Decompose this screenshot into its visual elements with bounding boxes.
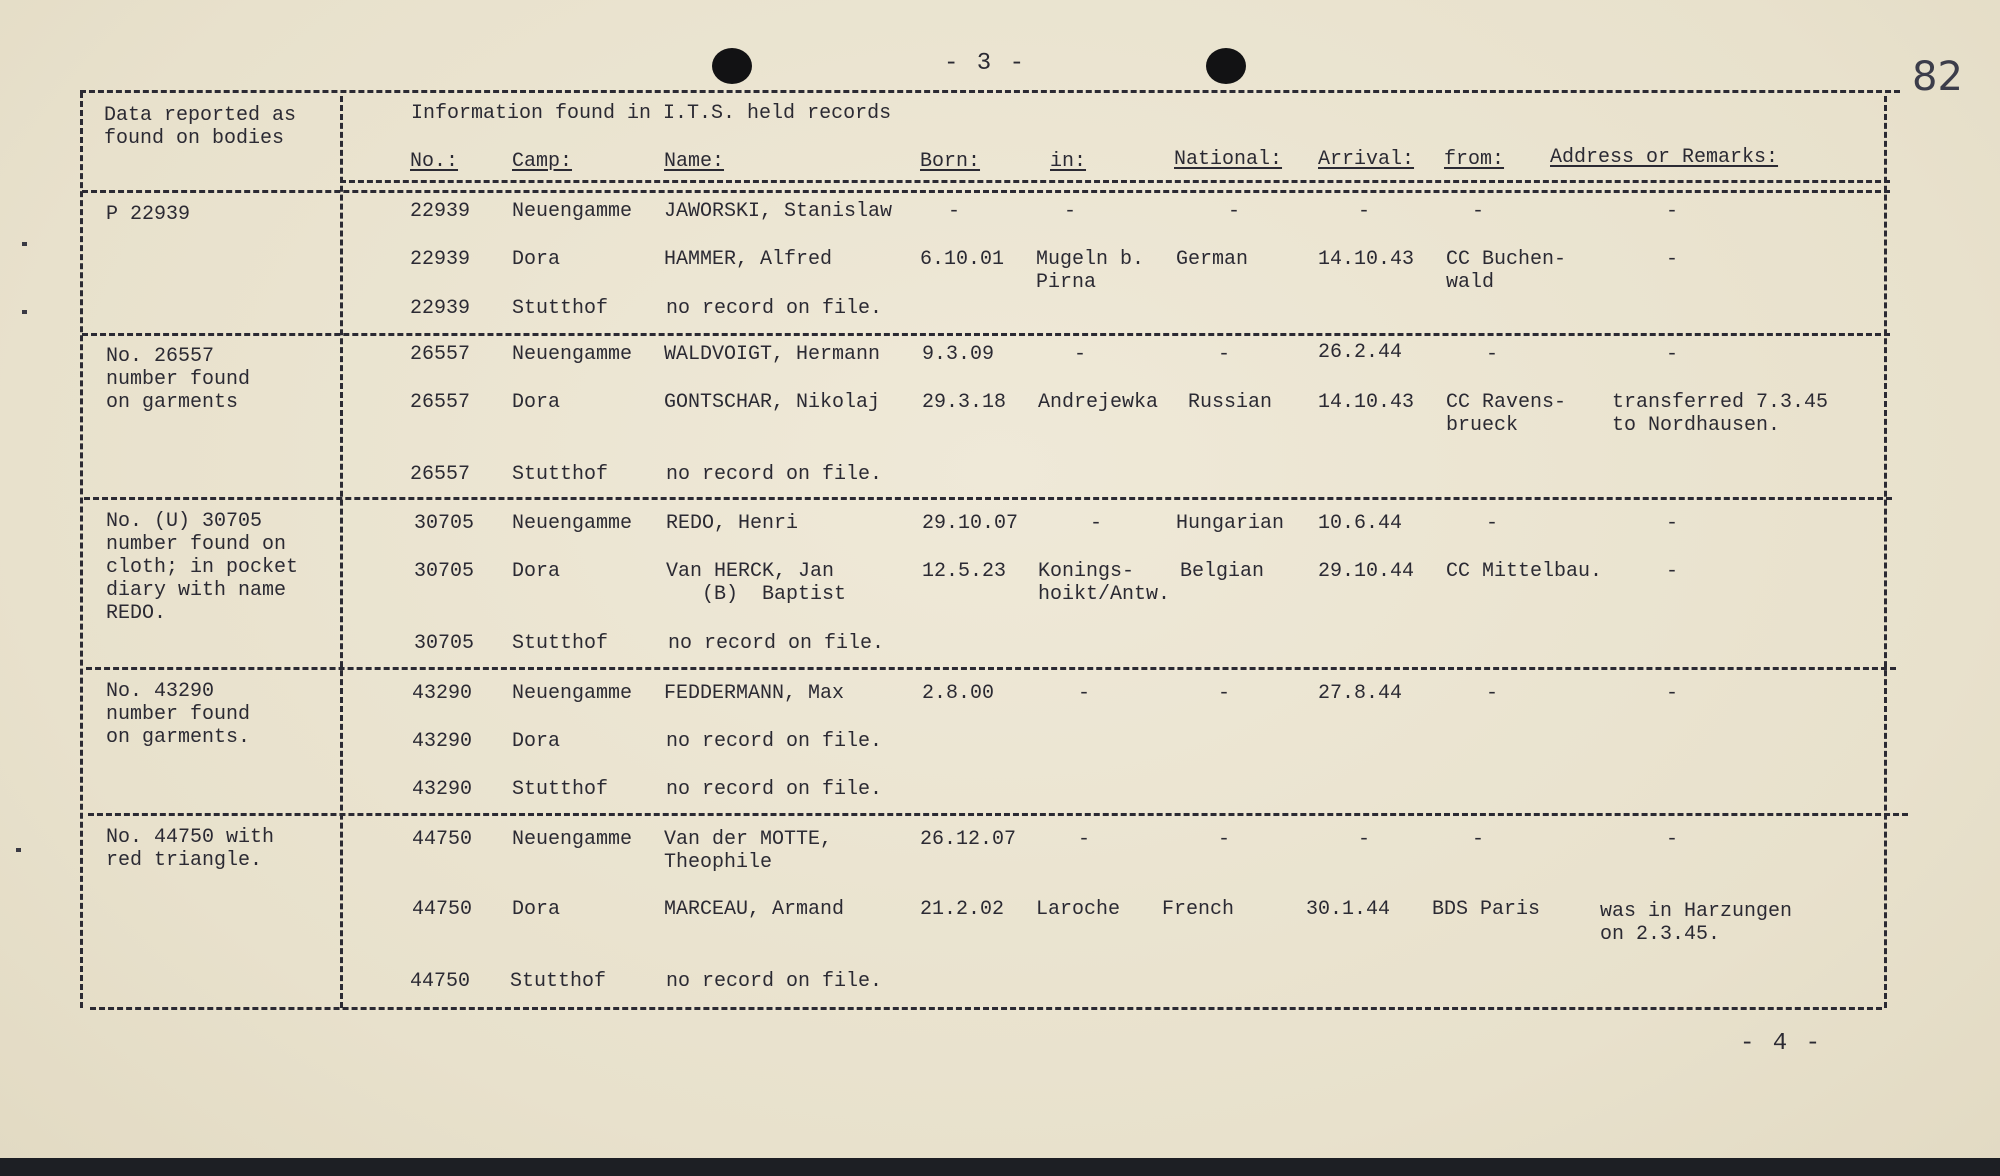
- row-in: Laroche: [1036, 898, 1121, 921]
- margin-mark: [16, 848, 21, 852]
- row-camp: Neuengamme: [512, 343, 633, 366]
- row-no: 43290: [412, 682, 473, 705]
- row-from: -: [1472, 828, 1485, 851]
- left-border-line: [80, 92, 83, 1008]
- row-from: -: [1472, 200, 1485, 223]
- row-national: -: [1218, 828, 1231, 851]
- group-label-4: No. 43290 number found on garments.: [106, 680, 251, 749]
- row-national: -: [1218, 343, 1231, 366]
- row-national: Hungarian: [1176, 512, 1285, 535]
- row-from: -: [1486, 343, 1499, 366]
- archive-number: 82: [1912, 54, 1963, 100]
- row-arrival: -: [1358, 828, 1371, 851]
- page-number-bottom: - 4 -: [1740, 1030, 1823, 1057]
- row-no: 30705: [414, 560, 475, 583]
- row-camp: Dora: [512, 898, 561, 921]
- header-info-title: Information found in I.T.S. held records: [411, 102, 892, 125]
- row-in: -: [1078, 828, 1091, 851]
- row-name: no record on file.: [666, 463, 883, 486]
- row-name: Van HERCK, Jan (B) Baptist: [666, 560, 847, 606]
- row-no: 43290: [412, 778, 473, 801]
- row-camp: Neuengamme: [512, 828, 633, 851]
- row-remarks: -: [1666, 248, 1679, 271]
- row-born: -: [948, 200, 961, 223]
- row-remarks: was in Harzungen on 2.3.45.: [1600, 900, 1793, 946]
- row-camp: Stutthof: [512, 632, 609, 655]
- col-header-camp: Camp:: [512, 150, 573, 173]
- row-from: CC Mittelbau.: [1446, 560, 1603, 583]
- row-arrival: 10.6.44: [1318, 512, 1403, 535]
- row-arrival: 26.2.44: [1318, 341, 1403, 364]
- row-no: 44750: [412, 898, 473, 921]
- group-divider-1: [82, 190, 1890, 193]
- right-border-line: [1884, 96, 1887, 1008]
- row-remarks: -: [1666, 682, 1679, 705]
- row-camp: Neuengamme: [512, 682, 633, 705]
- row-name: GONTSCHAR, Nikolaj: [664, 391, 881, 414]
- row-from: CC Ravens- brueck: [1446, 391, 1567, 437]
- row-remarks: -: [1666, 343, 1679, 366]
- row-arrival: 30.1.44: [1306, 898, 1391, 921]
- row-in: -: [1078, 682, 1091, 705]
- row-camp: Neuengamme: [512, 512, 633, 535]
- row-name: MARCEAU, Armand: [664, 898, 845, 921]
- group-label-2: No. 26557 number found on garments: [106, 345, 251, 414]
- row-remarks: -: [1666, 512, 1679, 535]
- row-no: 30705: [414, 632, 475, 655]
- row-born: 9.3.09: [922, 343, 995, 366]
- row-camp: Stutthof: [512, 463, 609, 486]
- row-name: Van der MOTTE, Theophile: [664, 828, 833, 874]
- row-arrival: 14.10.43: [1318, 391, 1415, 414]
- margin-mark: [22, 242, 27, 246]
- row-born: 12.5.23: [922, 560, 1007, 583]
- row-name: no record on file.: [666, 297, 883, 320]
- row-name: no record on file.: [666, 778, 883, 801]
- row-camp: Stutthof: [510, 970, 607, 993]
- row-no: 44750: [410, 970, 471, 993]
- row-born: 29.3.18: [922, 391, 1007, 414]
- row-national: Russian: [1188, 391, 1273, 414]
- column-divider: [340, 96, 343, 1008]
- row-no: 44750: [412, 828, 473, 851]
- row-born: 26.12.07: [920, 828, 1017, 851]
- row-from: BDS Paris: [1432, 898, 1541, 921]
- row-from: -: [1486, 512, 1499, 535]
- row-name: HAMMER, Alfred: [664, 248, 833, 271]
- row-in: -: [1064, 200, 1077, 223]
- row-remarks: transferred 7.3.45 to Nordhausen.: [1612, 391, 1829, 437]
- row-no: 22939: [410, 297, 471, 320]
- row-arrival: 27.8.44: [1318, 682, 1403, 705]
- row-remarks: -: [1666, 828, 1679, 851]
- col-header-name: Name:: [664, 150, 725, 173]
- row-no: 26557: [410, 343, 471, 366]
- row-remarks: -: [1666, 560, 1679, 583]
- row-name: JAWORSKI, Stanislaw: [664, 200, 893, 223]
- row-in: -: [1090, 512, 1103, 535]
- top-border-line: [80, 90, 1900, 93]
- group-divider-2: [82, 333, 1890, 336]
- col-header-remarks: Address or Remarks:: [1550, 146, 1779, 169]
- row-no: 22939: [410, 248, 471, 271]
- row-camp: Stutthof: [512, 297, 609, 320]
- row-camp: Dora: [512, 391, 561, 414]
- row-no: 22939: [410, 200, 471, 223]
- row-name: WALDVOIGT, Hermann: [664, 343, 881, 366]
- row-no: 43290: [412, 730, 473, 753]
- punch-hole-right: [1206, 48, 1246, 84]
- group-label-5: No. 44750 with red triangle.: [106, 826, 275, 872]
- bottom-border-line: [90, 1007, 1882, 1010]
- col-header-in: in:: [1050, 150, 1087, 173]
- row-in: Andrejewka: [1038, 391, 1159, 414]
- row-camp: Dora: [512, 560, 561, 583]
- row-camp: Dora: [512, 248, 561, 271]
- row-name: REDO, Henri: [666, 512, 799, 535]
- row-national: -: [1218, 682, 1231, 705]
- row-in: -: [1074, 343, 1087, 366]
- row-national: Belgian: [1180, 560, 1265, 583]
- row-no: 26557: [410, 463, 471, 486]
- row-no: 26557: [410, 391, 471, 414]
- group-label-1: P 22939: [106, 203, 191, 226]
- row-born: 2.8.00: [922, 682, 995, 705]
- row-arrival: 29.10.44: [1318, 560, 1415, 583]
- row-in: Mugeln b. Pirna: [1036, 248, 1145, 294]
- row-from: CC Buchen- wald: [1446, 248, 1567, 294]
- row-born: 21.2.02: [920, 898, 1005, 921]
- scan-bottom-edge: [0, 1158, 2000, 1176]
- header-rule: [340, 180, 1890, 183]
- row-remarks: -: [1666, 200, 1679, 223]
- row-national: German: [1176, 248, 1249, 271]
- row-national: -: [1228, 200, 1241, 223]
- header-left-label: Data reported as found on bodies: [104, 104, 297, 150]
- row-in: Konings- hoikt/Antw.: [1038, 560, 1171, 606]
- row-born: 6.10.01: [920, 248, 1005, 271]
- group-divider-4: [86, 667, 1896, 670]
- col-header-arrival: Arrival:: [1318, 148, 1415, 171]
- margin-mark: [22, 310, 27, 314]
- row-no: 30705: [414, 512, 475, 535]
- row-name: no record on file.: [666, 730, 883, 753]
- col-header-from: from:: [1444, 148, 1505, 171]
- col-header-born: Born:: [920, 150, 981, 173]
- group-label-3: No. (U) 30705 number found on cloth; in pocket diary with name REDO.: [106, 510, 299, 625]
- row-name: no record on file.: [668, 632, 885, 655]
- row-arrival: -: [1358, 200, 1371, 223]
- row-from: -: [1486, 682, 1499, 705]
- punch-hole-left: [712, 48, 752, 84]
- row-name: no record on file.: [666, 970, 883, 993]
- col-header-no: No.:: [410, 150, 459, 173]
- row-national: French: [1162, 898, 1235, 921]
- row-name: FEDDERMANN, Max: [664, 682, 845, 705]
- row-camp: Neuengamme: [512, 200, 633, 223]
- group-divider-5: [88, 813, 1908, 816]
- group-divider-3: [84, 497, 1892, 500]
- row-arrival: 14.10.43: [1318, 248, 1415, 271]
- row-born: 29.10.07: [922, 512, 1019, 535]
- row-camp: Stutthof: [512, 778, 609, 801]
- col-header-national: National:: [1174, 148, 1283, 171]
- row-camp: Dora: [512, 730, 561, 753]
- page-number-top: - 3 -: [944, 50, 1027, 77]
